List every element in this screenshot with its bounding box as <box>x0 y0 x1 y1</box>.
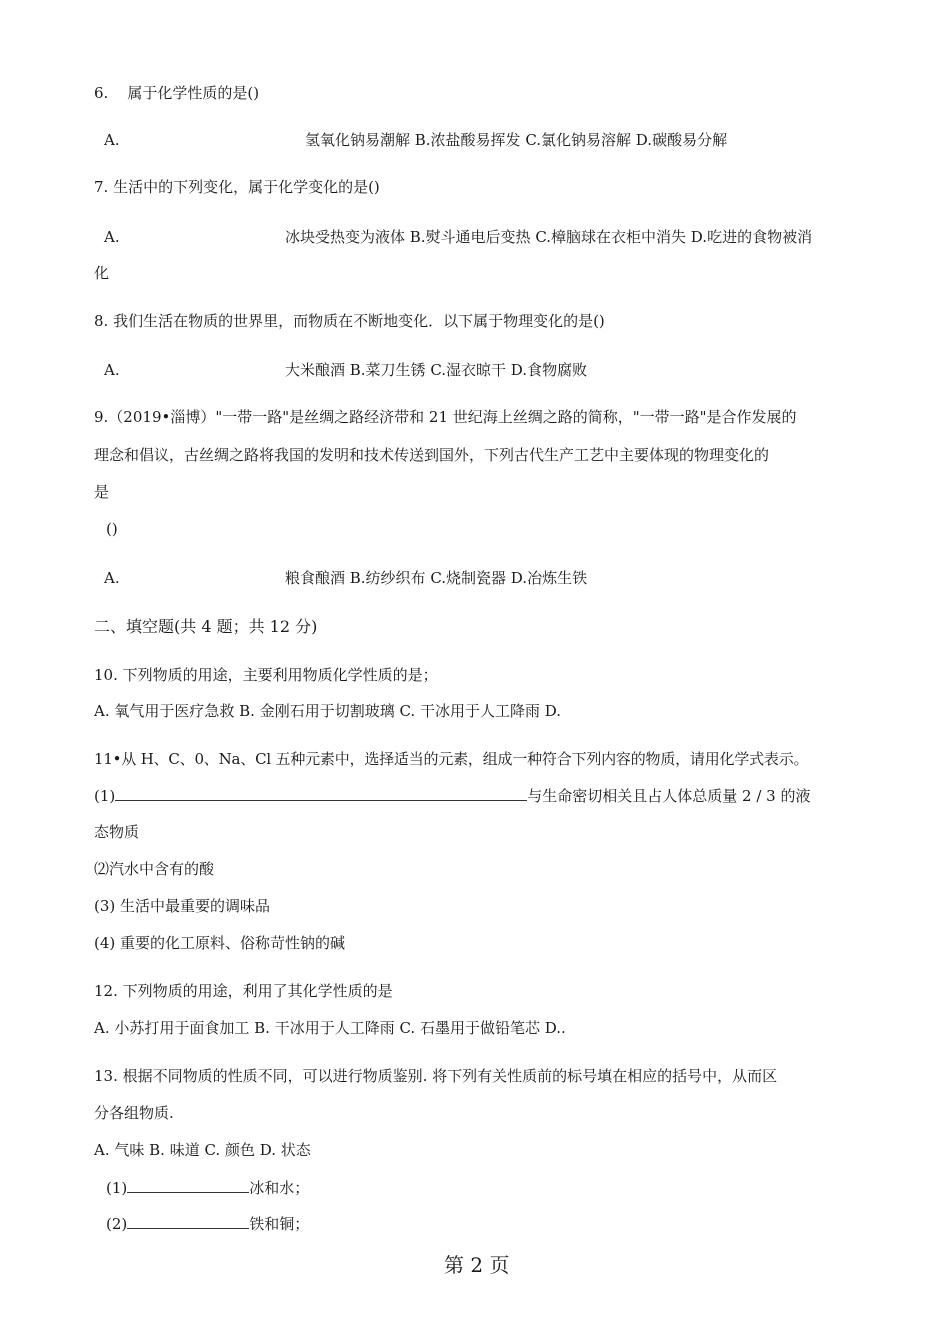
q11-part3: (3) 生活中最重要的调味品 <box>94 897 271 915</box>
q13-part2-blank[interactable] <box>127 1212 249 1229</box>
q11-stem: 11•从 H、C、0、Na、Cl 五种元素中，选择适当的元素，组成一种符合下列内容的物质，请用化学式表示。 <box>94 750 809 768</box>
q7-option-letter: A. <box>104 228 120 246</box>
q13-part2-label: (2) <box>106 1215 128 1233</box>
q13-stem: 13. 根据不同物质的性质不同，可以进行物质鉴别. 将下列有关性质前的标号填在相应的括号中，从而区 <box>94 1067 778 1085</box>
q11-part1-text: 与生命密切相关且占人体总质量 2 / 3 的液 <box>527 787 811 805</box>
q13-stem-cont: 分各组物质. <box>94 1104 174 1122</box>
q9-option-letter: A. <box>104 569 120 587</box>
q13-part1-label: (1) <box>106 1179 128 1197</box>
q13-part1-blank[interactable] <box>127 1176 249 1193</box>
q9-stem-line1: 9.（2019•淄博）"一带一路"是丝绸之路经济带和 21 世纪海上丝绸之路的简称，"一带一路"是合作发展的 <box>94 408 797 426</box>
q6-stem: 6. 属于化学性质的是() <box>94 84 260 102</box>
q11-part1 <box>94 784 810 807</box>
q11-part1-label: (1) <box>94 787 116 805</box>
q11-part2: ⑵汽水中含有的酸 <box>94 860 215 878</box>
section-heading: 二、填空题(共 4 题；共 12 分) <box>94 617 318 636</box>
q8-options: 大米酿酒 B.菜刀生锈 C.湿衣晾干 D.食物腐败 <box>285 361 588 379</box>
q8-stem: 8. 我们生活在物质的世界里，而物质在不断地变化．以下属于物理变化的是() <box>94 312 605 330</box>
q9-stem-line2: 理念和倡议，古丝绸之路将我国的发明和技术传送到国外，下列古代生产工艺中主要体现的物理变化的 <box>94 446 770 464</box>
q13-part2-text: 铁和铜； <box>249 1215 310 1233</box>
q12-options: A. 小苏打用于面食加工 B. 干冰用于人工降雨 C. 石墨用于做铅笔芯 D.. <box>94 1019 566 1037</box>
q6-option-letter: A. <box>104 131 120 149</box>
q7-options: 冰块受热变为液体 B.熨斗通电后变热 C.樟脑球在衣柜中消失 D.吃进的食物被消 <box>285 228 813 246</box>
q13-part2 <box>106 1212 309 1235</box>
q12-stem: 12. 下列物质的用途，利用了其化学性质的是 <box>94 982 393 1000</box>
q10-stem: 10. 下列物质的用途，主要利用物质化学性质的是； <box>94 666 438 684</box>
q13-part1 <box>106 1176 309 1199</box>
q11-part1-cont: 态物质 <box>94 823 140 841</box>
q10-options: A. 氧气用于医疗急救 B. 金刚石用于切割玻璃 C. 干冰用于人工降雨 D. <box>94 702 561 720</box>
q9-options: 粮食酿酒 B.纺纱织布 C.烧制瓷器 D.冶炼生铁 <box>285 569 588 587</box>
q13-part1-text: 冰和水； <box>249 1179 310 1197</box>
q6-options: 氢氧化钠易潮解 B.浓盐酸易挥发 C.氯化钠易溶解 D.碳酸易分解 <box>305 131 728 149</box>
q7-options-cont: 化 <box>94 264 110 282</box>
q9-stem-line3: 是 <box>94 483 110 501</box>
q13-options: A. 气味 B. 味道 C. 颜色 D. 状态 <box>94 1141 311 1159</box>
q8-option-letter: A. <box>104 361 120 379</box>
q9-paren: () <box>106 520 118 538</box>
page-number: 第 2 页 <box>444 1253 510 1277</box>
q11-part1-blank[interactable] <box>115 784 527 801</box>
q11-part4: (4) 重要的化工原料、俗称苛性钠的碱 <box>94 934 346 952</box>
q7-stem: 7. 生活中的下列变化，属于化学变化的是() <box>94 178 380 196</box>
